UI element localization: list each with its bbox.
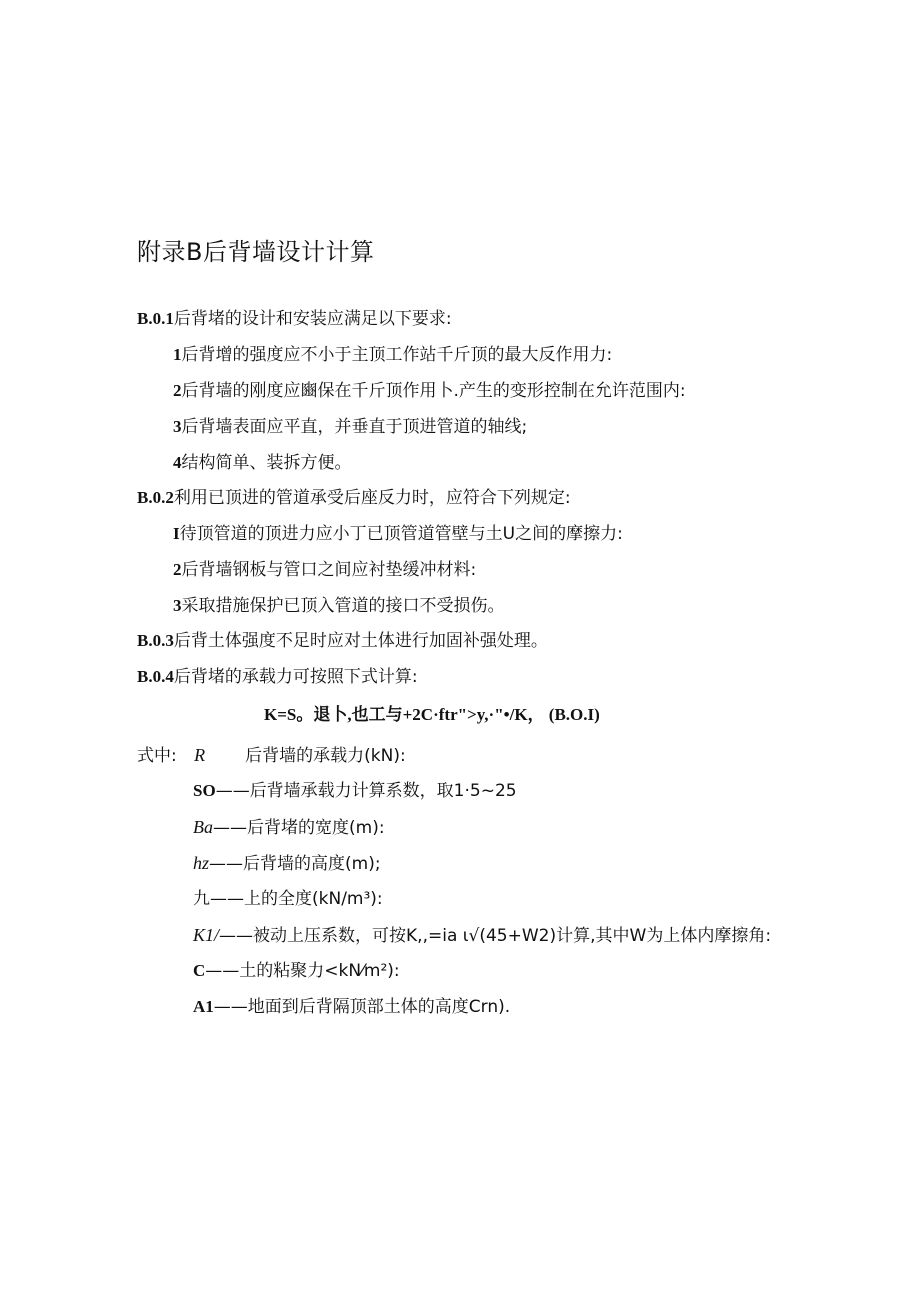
definition-item <box>193 924 771 947</box>
definition-symbol: C <box>193 961 206 980</box>
clause-item <box>173 380 686 402</box>
definition-item <box>193 996 510 1018</box>
symbol-r: R <box>194 745 206 765</box>
item-text: 后背墙钢板与管口之间应衬垫缓冲材料: <box>181 560 477 580</box>
item-text: 采取措施保护已顶入管道的接口不受损伤。 <box>181 596 505 616</box>
item-text: 结构简单、装拆方便。 <box>181 453 352 473</box>
definition-symbol: SO <box>193 781 216 800</box>
item-number: I <box>173 524 180 543</box>
clause-number: B.0.4 <box>137 667 174 686</box>
definition-text: ——地面到后背隔顶部土体的高度Crn). <box>213 997 511 1017</box>
definition-symbol: 九 <box>193 889 210 909</box>
clause-b04 <box>137 666 418 688</box>
definition-item <box>193 780 517 802</box>
item-number: 3 <box>173 417 182 436</box>
definition-item <box>193 960 400 982</box>
item-text: 待顶管道的顶进力应小丁已顶管道管壁与土U之间的摩擦力: <box>179 524 623 544</box>
formula: K=S。退卜,也工与+2C·ftr">y,·"•/K， (B.O.I) <box>264 705 600 724</box>
clause-b03 <box>137 630 548 652</box>
clause-b02 <box>137 487 571 509</box>
definition-text: ——上的全度(kN/m³): <box>210 889 383 909</box>
item-number: 4 <box>173 453 182 472</box>
item-number: 1 <box>173 345 182 364</box>
clause-text: 利用已顶进的管道承受后座反力时，应符合下列规定: <box>173 488 571 508</box>
definition-text: ——土的粘聚力<kN⁄m²): <box>205 961 400 981</box>
clause-text: 后背堵的设计和安装应满足以下要求: <box>173 309 452 329</box>
definition-item <box>193 816 385 839</box>
definition-symbol: A1 <box>193 997 214 1016</box>
clause-item <box>173 559 476 581</box>
clause-text: 后背堵的承载力可按照下式计算: <box>173 667 418 687</box>
clause-b01 <box>137 308 452 330</box>
item-number: 3 <box>173 596 182 615</box>
where-line <box>137 744 406 767</box>
clause-text: 后背土体强度不足时应对土体进行加固补强处理。 <box>173 631 548 651</box>
clause-item <box>173 523 623 545</box>
definition-text: ——后背墙的高度(m); <box>209 854 381 874</box>
clause-number: B.0.2 <box>137 488 174 507</box>
clause-number: B.0.3 <box>137 631 174 650</box>
item-text: 后背墙表面应平直，并垂直于顶进管道的轴线; <box>181 417 528 437</box>
definition-text: ——后背墙承载力计算系数，取1·5~25 <box>215 781 517 801</box>
clause-item <box>173 452 352 474</box>
definition-text: ——后背堵的宽度(m): <box>213 818 385 838</box>
item-number: 2 <box>173 560 182 579</box>
appendix-title: 附录B后背墙设计计算 <box>137 238 375 266</box>
clause-number: B.0.1 <box>137 309 174 328</box>
definition-symbol: hz <box>193 853 210 873</box>
definition-text: ——被动上压系数，可按K,,=ia ι√(45+W2)计算,其中W为上体内摩擦角: <box>219 926 772 946</box>
item-text: 后背墙的刚度应豳保在千斤顶作用卜.产生的变形控制在允许范围内: <box>181 381 686 401</box>
clause-item <box>173 416 527 438</box>
definition-item <box>193 888 383 910</box>
definition-item <box>193 852 381 875</box>
definition-symbol: Ba <box>193 817 213 837</box>
item-number: 2 <box>173 381 182 400</box>
definition-symbol: K1/ <box>193 925 220 945</box>
clause-item <box>173 344 612 366</box>
where-desc: 后背墙的承载力(kN): <box>245 746 406 766</box>
item-text: 后背增的强度应不小于主顶工作站千斤顶的最大反作用力: <box>181 345 613 365</box>
where-label: 式中: <box>137 746 177 766</box>
clause-item <box>173 595 505 617</box>
